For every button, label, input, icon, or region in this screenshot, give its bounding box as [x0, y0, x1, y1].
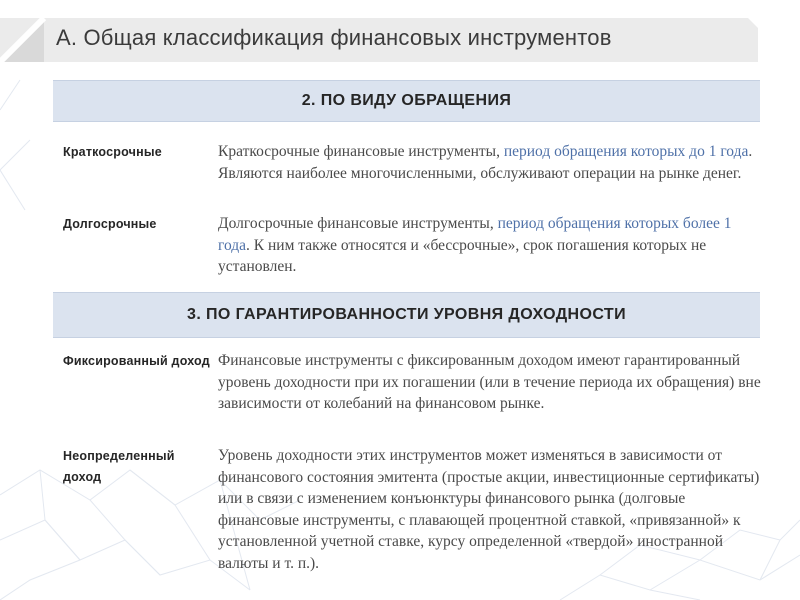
- term-uncertain-income: Неопределенный доход: [63, 449, 175, 484]
- term-long-term: Долгосрочные: [63, 217, 157, 231]
- definition-uncertain-income: Уровень доходности этих инструментов может изменяться в зависимости от финансового состояния эмитента (простые акции, инвестиционные сертификаты) или в связи с изменением конъюнктуры финансового рынка (долговые финансовые инструменты, с плавающей процентной ставкой, «привязанной» к установленной учетной ставке, курсу определенной «твердой» иностранной валюты и т. п.).: [218, 447, 760, 572]
- definition-short-term-highlight: период обращения которых до 1 года: [503, 143, 749, 160]
- definition-long-term-highlight: период обращения которых более 1 года: [218, 215, 732, 254]
- term-fixed-income: Фиксированный доход: [63, 354, 210, 368]
- definition-long-term: Долгосрочные финансовые инструменты, период обращения которых более 1 года. К ним также относятся и «бессрочные», срок погашения которых не установлен.: [218, 215, 732, 275]
- section-header-circulation: 2. ПО ВИДУ ОБРАЩЕНИЯ: [53, 80, 760, 122]
- section-header-yield-guarantee: 3. ПО ГАРАНТИРОВАННОСТИ УРОВНЯ ДОХОДНОСТИ: [53, 292, 760, 338]
- definition-short-term: Краткосрочные финансовые инструменты, период обращения которых до 1 года. Являются наиболее многочисленными, обслуживают операции на рынке денег.: [218, 143, 753, 182]
- page-title: А. Общая классификация финансовых инструментов: [56, 25, 612, 50]
- title-banner: [0, 18, 758, 62]
- term-short-term: Краткосрочные: [63, 145, 162, 159]
- definition-fixed-income: Финансовые инструменты с фиксированным доходом имеют гарантированный уровень доходности при их погашении (или в течение периода их обращения) вне зависимости от колебаний на финансовом рынке.: [218, 352, 761, 412]
